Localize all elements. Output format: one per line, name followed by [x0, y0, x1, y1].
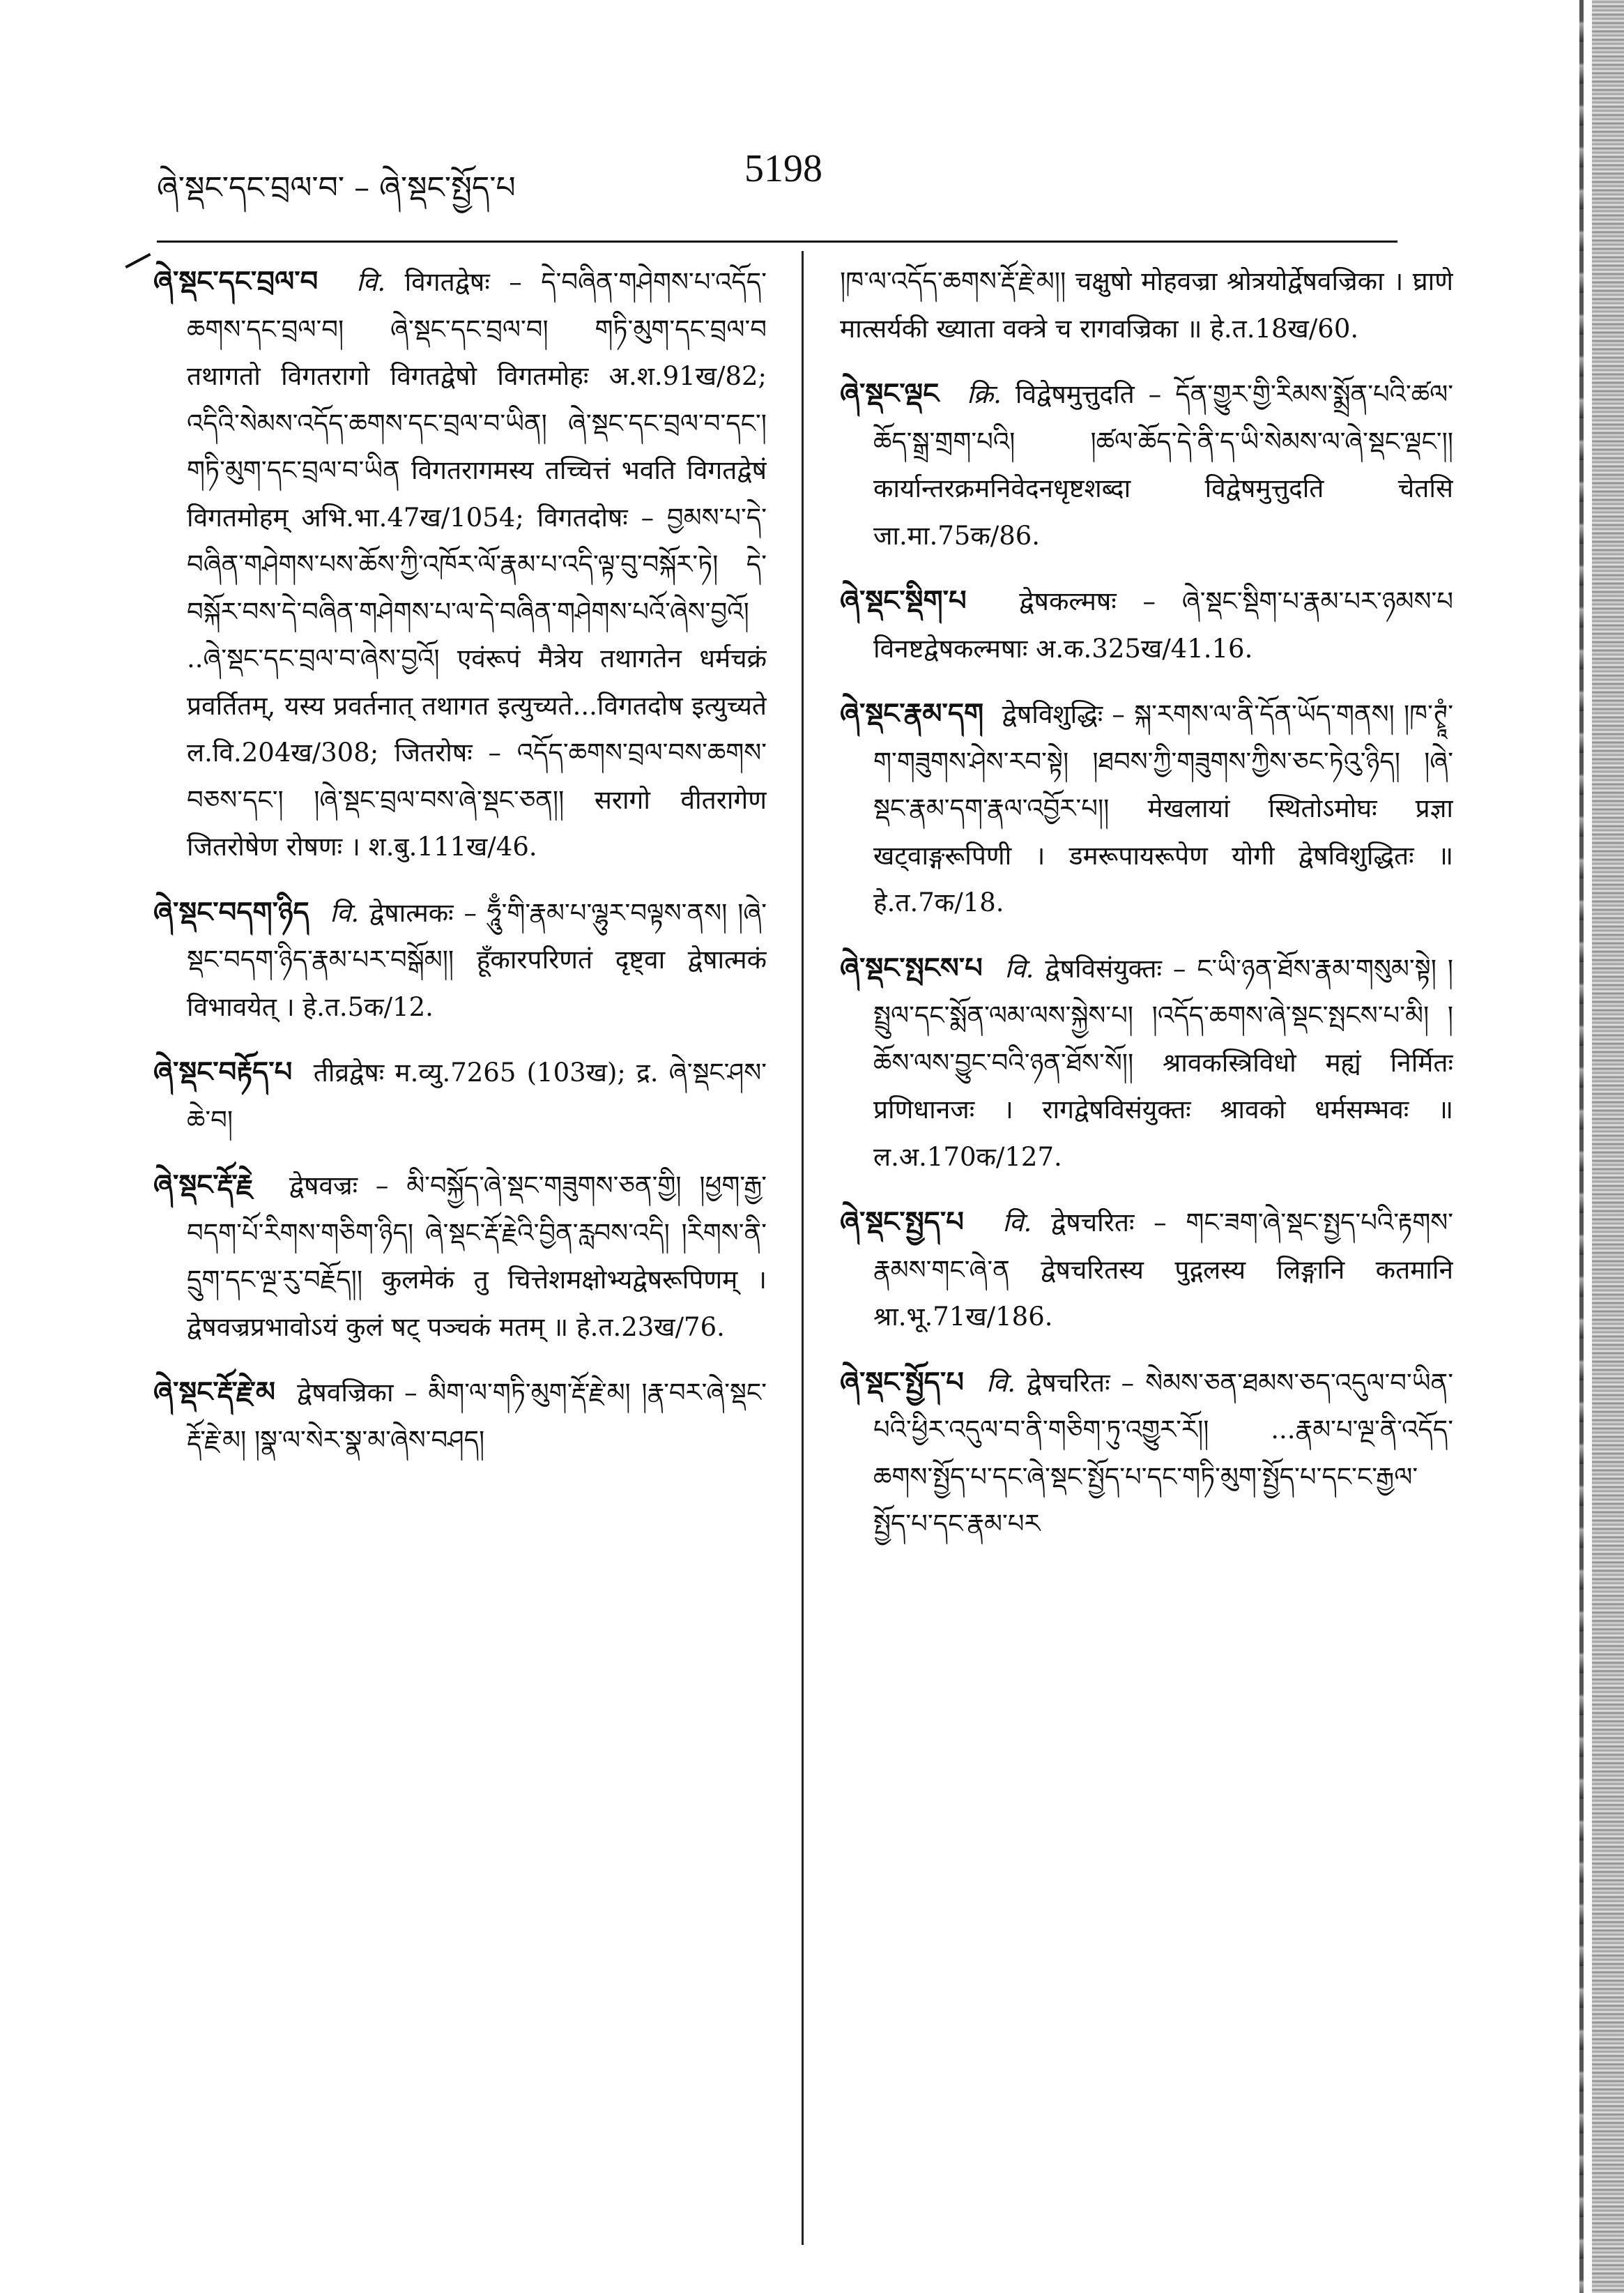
entry-definition: द्वेषवज्रः – མི་བསྐྱོད་ཞེ་སྡང་གཟུགས་ཅན་གྱི། །ཕྱག་རྒྱ་བདག་པོ་རིགས་གཅིག་ཉིད། ཞེ་སྡང་རྡོ་རྗེའི་བྱིན་རླབས་འདི། །རིགས་ནི་དྲུག་དང་ལྔ་རུ་བརྗོད།། कुलमेकं तु चित्तेशमक्षोभ्यद्वेषरूपिणम् । द्वेषवज्रप्रभावोऽयं कुलं षट् पञ्चकं मतम् ॥ हे.त.23ख/76.	[187, 1171, 767, 1342]
entry-definition: विगतद्वेषः – དེ་བཞིན་གཤེགས་པ་འདོད་ཆགས་དང་བྲལ་བ། ཞེ་སྡང་དང་བྲལ་བ། གཏི་མུག་དང་བྲལ་བ तथागतो विगतरागो विगतद्वेषो विगतमोहः अ.श.91ख/82; འདིའི་སེམས་འདོད་ཆགས་དང་བྲལ་བ་ཡིན། ཞེ་སྡང་དང་བྲལ་བ་དང་། གཏི་མུག་དང་བྲལ་བ་ཡིན विगतरागमस्य तच्चित्तं भवति विगतद्वेषं विगतमोहम् अभि.भा.47ख/1054; विगतदोषः – བྱམས་པ་དེ་བཞིན་གཤེགས་པས་ཆོས་ཀྱི་འཁོར་ལོ་རྣམ་པ་འདི་ལྟ་བུ་བསྐོར་ཏེ། དེ་བསྐོར་བས་དེ་བཞིན་གཤེགས་པ་ལ་དེ་བཞིན་གཤེགས་པའོ་ཞེས་བྱའོ། ..ཞེ་སྡང་དང་བྲལ་བ་ཞེས་བྱའོ། एवंरूपं मैत्रेय तथागतेन धर्मचक्रं प्रवर्तितम्, यस्य प्रवर्तनात् तथागत इत्युच्यते...विगतदोष इत्युच्यते ल.वि.204ख/308; जितरोषः – འདོད་ཆགས་བྲལ་བས་ཆགས་བཅས་དང་། །ཞེ་སྡང་བྲལ་བས་ཞེ་སྡང་ཅན།། सरागो वीतरागेण जितरोषेण रोषणः । श.बु.111ख/46.	[187, 267, 767, 862]
dictionary-entry	[153, 1161, 767, 1350]
entry-grammar-tag: वि.	[330, 897, 360, 928]
entry-grammar-tag: क्रि.	[967, 379, 1002, 409]
entry-headword: ཞེ་སྡང་དང་བྲལ་བ	[153, 265, 319, 298]
entry-headword: ཞེ་སྡང་བརྟོད་པ	[153, 1056, 293, 1088]
entry-headword: ཞེ་སྡང་སྤྱོད་པ	[840, 1365, 964, 1399]
entry-definition: द्वेषवज्रिका – མིག་ལ་གཏི་མུག་རྡོ་རྗེ་མ། །རྣ་བར་ཞེ་སྡང་རྡོ་རྗེ་མ། །སྣ་ལ་སེར་སྣ་མ་ཞེས་བཤད།	[187, 1378, 767, 1455]
entry-grammar-tag: वि.	[356, 267, 386, 297]
entry-definition: द्वेषकल्मषः – ཞེ་སྡང་སྡིག་པ་རྣམ་པར་ཉམས་པ विनष्टद्वेषकल्मषाः अ.क.325ख/41.16.	[873, 586, 1453, 664]
dictionary-entry	[840, 690, 1453, 927]
entry-grammar-tag: वि.	[986, 1367, 1016, 1398]
dictionary-entry	[840, 577, 1453, 672]
dictionary-entry	[840, 1198, 1453, 1341]
entry-headword: ཞེ་སྡང་སྡིག་པ	[840, 584, 967, 617]
left-column	[153, 258, 767, 2245]
dictionary-entry	[840, 945, 1453, 1181]
entry-headword: ཞེ་སྡང་སྤངས་པ	[840, 951, 983, 984]
dictionary-entry-continuation	[840, 258, 1453, 352]
header-rule	[157, 241, 1397, 243]
entry-headword: ཞེ་སྡང་རྣམ་དག	[840, 697, 984, 730]
entry-definition: तीव्रद्वेषः म.व्यु.7265 (103ख); द्र. ཞེ་སྡང་ཤས་ཆེ་བ།	[187, 1058, 767, 1135]
entry-grammar-tag: वि.	[1004, 953, 1034, 984]
entry-headword: ཞེ་སྡང་རྡོ་རྗེ་མ	[153, 1376, 275, 1408]
dictionary-entry	[840, 1359, 1453, 1548]
page-number: 5198	[744, 147, 822, 190]
margin-tick-mark	[125, 253, 151, 268]
entry-headword: ཞེ་སྡང་བདག་ཉིད	[153, 895, 309, 929]
scan-edge-line	[1579, 0, 1584, 2293]
entry-definition: द्वेषविशुद्धिः – སྐ་རགས་ལ་ནི་དོན་ཡོད་གནས། །ཁ་ཊྭཱཾ་ག་གཟུགས་ཤེས་རབ་སྟེ། །ཐབས་ཀྱི་གཟུགས་ཀྱིས་ཅང་ཏེའུ་ཉིད། །ཞེ་སྡང་རྣམ་དག་རྣལ་འབྱོར་པ།། मेखलायां स्थितोऽमोघः प्रज्ञा खट्वाङ्गरूपिणी । डमरूपायरूपेण योगी द्वेषविशुद्धितः ॥ हे.त.7क/18.	[873, 699, 1453, 917]
dictionary-entry	[153, 1049, 767, 1143]
dictionary-entry	[840, 370, 1453, 559]
entry-grammar-tag: वि.	[1002, 1208, 1032, 1237]
entry-headword: ཞེ་སྡང་སྤྱད་པ	[840, 1205, 964, 1238]
entry-headword: ཞེ་སྡང་ལྡང	[840, 377, 940, 410]
right-column	[840, 258, 1453, 2245]
dictionary-entry	[153, 258, 767, 871]
entry-definition: द्वेषविसंयुक्तः – ང་ཡི་ཉན་ཐོས་རྣམ་གསུམ་སྟེ། །སྤྲུལ་དང་སྨོན་ལམ་ལས་སྐྱེས་པ། །འདོད་ཆགས་ཞེ་སྡང་སྤངས་པ་མི། །ཆོས་ལས་བྱུང་བའི་ཉན་ཐོས་སོ།། श्रावकस्त्रिविधो मह्यं निर्मितः प्रणिधानजः । रागद्वेषविसंयुक्तः श्रावको धर्मसम्भवः ॥ ल.अ.170क/127.	[873, 953, 1453, 1172]
entry-definition: द्वेषचरितः – གང་ཟག་ཞེ་སྡང་སྤྱད་པའི་རྟགས་རྣམས་གང་ཞེ་ན द्वेषचरितस्य पुद्गलस्य लिङ्गानि कतमानि श्रा.भू.71ख/186.	[873, 1208, 1453, 1332]
scan-edge-shadow	[1592, 0, 1624, 2293]
entry-definition: द्वेषात्मकः – ཧཱུྃ་གི་རྣམ་པ་ལྷུར་བལྟས་ནས། །ཞེ་སྡང་བདག་ཉིད་རྣམ་པར་བསྒོམ།། हूँकारपरिणतं दृष्ट्वा द्वेषात्मकं विभावयेत् । हे.त.5क/12.	[187, 897, 767, 1022]
entry-definition: द्वेषचरितः – སེམས་ཅན་ཐམས་ཅད་འདུལ་བ་ཡིན་པའི་ཕྱིར་འདུལ་བ་ནི་གཅིག་ཏུ་འགྱུར་རོ།། ...རྣམ་པ་ལྔ་ནི་འདོད་ཆགས་སྤྱོད་པ་དང་ཞེ་སྡང་སྤྱོད་པ་དང་གཏི་མུག་སྤྱོད་པ་དང་ང་རྒྱལ་སྤྱོད་པ་དང་རྣམ་པར	[873, 1367, 1453, 1539]
entry-headword: ཞེ་སྡང་རྡོ་རྗེ	[153, 1168, 254, 1201]
dictionary-entry	[153, 1369, 767, 1463]
entry-definition: །ཁ་ལ་འདོད་ཆགས་རྡོ་རྗེ་མ།། चक्षुषो मोहवज्रा श्रोत्रयोर्द्वेषवज्रिका । घ्राणे मात्सर्यकी ख्याता वक्त्रे च रागवज्रिका ॥ हे.त.18ख/60.	[840, 266, 1453, 344]
column-divider	[802, 251, 804, 2245]
dictionary-entry	[153, 889, 767, 1031]
entry-definition: विद्वेषमुत्तुदति – དོན་གྱུར་གྱི་རིམས་སྨྲོན་པའི་ཚལ་ཆོད་སྒྲ་གྲག་པའི། །ཚལ་ཆོད་དེ་ནི་ད་ཡི་སེམས་ལ་ཞེ་སྡང་ལྡང་།། कार्यान्तरक्रमनिवेदनधृष्टशब्दा विद्वेषमुत्तुदति चेतसि जा.मा.75क/86.	[873, 379, 1453, 551]
header-entry-range: ཞེ་སྡང་དང་བྲལ་བ་ – ཞེ་སྡང་སྤྱོད་པ	[157, 170, 516, 206]
